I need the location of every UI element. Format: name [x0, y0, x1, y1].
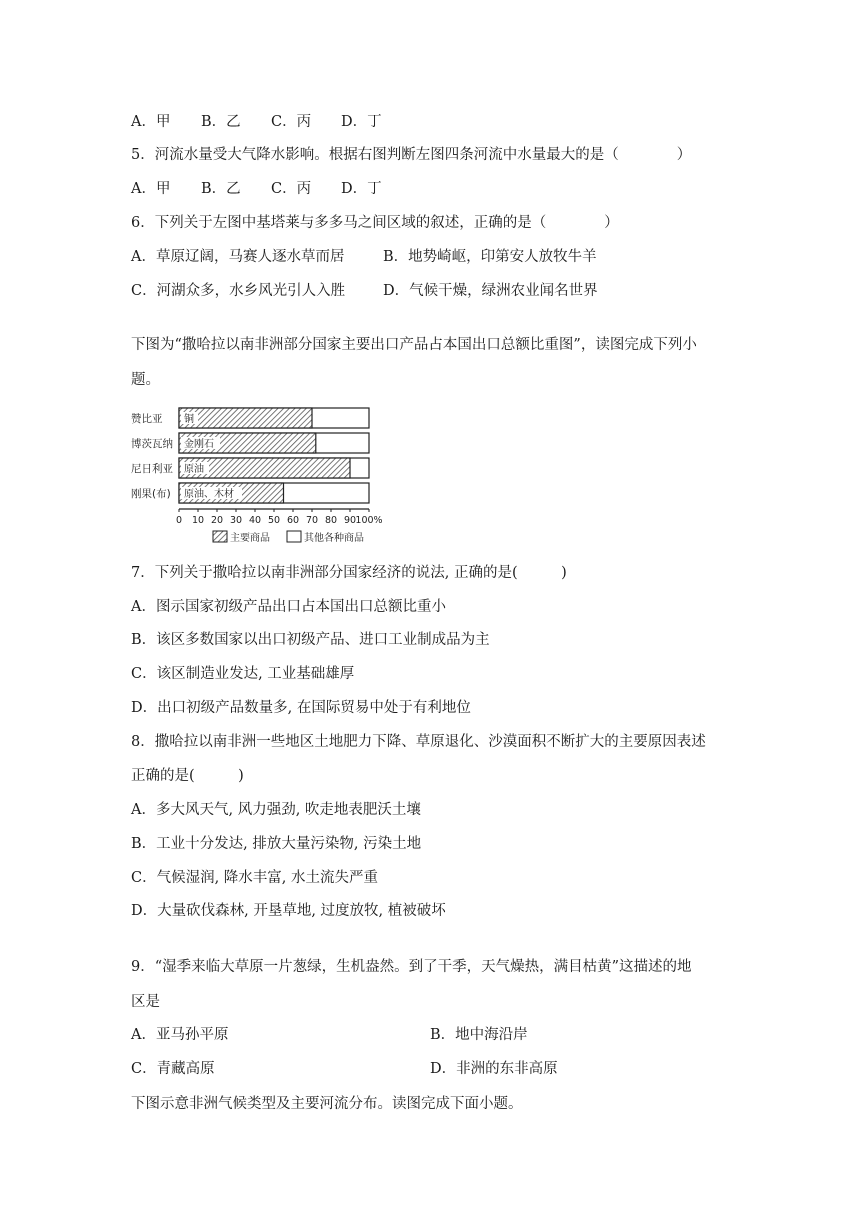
q6-option-a: A．草原辽阔，马赛人逐水草而居 [131, 249, 345, 265]
x-tick-label: 50 [267, 515, 281, 526]
x-tick-label: 10 [191, 515, 205, 526]
q6-stem: 6．下列关于左图中基塔莱与多多马之间区域的叙述，正确的是（ ） [131, 215, 619, 231]
map-intro: 下图示意非洲气候类型及主要河流分布。读图完成下面小题。 [131, 1096, 523, 1112]
x-tick-label: 0 [175, 515, 183, 526]
q9-stem-line1: 9．“湿季来临大草原一片葱绿，生机盎然。到了干季，天气燥热，满目枯黄”这描述的地 [131, 959, 692, 975]
q6-options-row1 [131, 247, 597, 267]
chart-intro-line1: 下图为“撒哈拉以南非洲部分国家主要出口产品占本国出口总额比重图”，读图完成下列小 [131, 337, 697, 353]
q6-options-row2 [131, 281, 598, 301]
q7-option-b: B．该区多数国家以出口初级产品、进口工业制成品为主 [131, 632, 490, 648]
q5-options [131, 179, 382, 199]
legend-swatch-other [287, 531, 301, 542]
x-tick-label: 20 [210, 515, 224, 526]
bar-main [179, 408, 312, 428]
q8-option-d: D．大量砍伐森林, 开垦草地, 过度放牧, 植被破坏 [131, 903, 446, 919]
q7-option-a: A．图示国家初级产品出口占本国出口总额比重小 [131, 599, 446, 615]
x-tick-label: 80 [324, 515, 338, 526]
q9-stem-line2: 区是 [131, 994, 160, 1010]
q5-option-a: A．甲 [131, 181, 171, 197]
category-label: 博茨瓦纳 [131, 438, 173, 450]
q5-option-d: D．丁 [341, 181, 382, 197]
q9-option-b: B．地中海沿岸 [430, 1027, 528, 1043]
q5-stem: 5．河流水量受大气降水影响。根据右图判断左图四条河流中水量最大的是（ ） [131, 147, 692, 163]
q8-option-b: B．工业十分发达, 排放大量污染物, 污染土地 [131, 836, 422, 852]
q9-option-c: C．青藏高原 [131, 1061, 215, 1077]
bar-main-label: 原油 [184, 464, 204, 475]
x-tick-label: 100% [355, 515, 383, 526]
q4-option-d: D．丁 [341, 114, 382, 130]
q6-option-d: D．气候干燥，绿洲农业闻名世界 [383, 283, 598, 299]
q8-option-a: A．多大风天气, 风力强劲, 吹走地表肥沃土壤 [131, 802, 421, 818]
q4-option-c: C．丙 [271, 114, 312, 130]
q9-option-a: A．亚马孙平原 [131, 1027, 229, 1043]
x-tick-label: 30 [229, 515, 243, 526]
x-tick-label: 90 [343, 515, 357, 526]
q6-option-c: C．河湖众多，水乡风光引人入胜 [131, 283, 346, 299]
q7-option-d: D．出口初级产品数量多, 在国际贸易中处于有利地位 [131, 700, 471, 716]
q5-option-b: B．乙 [201, 181, 241, 197]
q4-option-b: B．乙 [201, 114, 241, 130]
export-share-chart-svg [131, 402, 391, 552]
q4-options [131, 112, 382, 132]
export-share-chart [131, 402, 391, 552]
category-label: 赞比亚 [131, 413, 163, 425]
x-tick-label: 40 [248, 515, 262, 526]
q8-option-c: C．气候湿润, 降水丰富, 水土流失严重 [131, 870, 379, 886]
legend-swatch-main [213, 531, 227, 542]
legend-label-other: 其他各种商品 [304, 533, 364, 544]
legend-label-main: 主要商品 [230, 533, 270, 544]
q6-option-b: B．地势崎岖，印第安人放牧牛羊 [383, 249, 597, 265]
bar-main-label: 铜 [184, 414, 194, 425]
bar-main-label: 金刚石 [184, 439, 214, 450]
x-tick-label: 70 [305, 515, 319, 526]
q5-option-c: C．丙 [271, 181, 312, 197]
q8-stem-line1: 8．撒哈拉以南非洲一些地区土地肥力下降、草原退化、沙漠面积不断扩大的主要原因表述 [131, 734, 706, 750]
x-tick-label: 60 [286, 515, 300, 526]
bar-main-label: 原油、木材 [184, 489, 234, 500]
q7-option-c: C．该区制造业发达, 工业基础雄厚 [131, 666, 355, 682]
q9-option-d: D．非洲的东非高原 [430, 1061, 558, 1077]
category-label: 刚果(布) [131, 488, 171, 500]
q7-stem: 7．下列关于撒哈拉以南非洲部分国家经济的说法, 正确的是( ) [131, 565, 567, 581]
q4-option-a: A．甲 [131, 114, 171, 130]
category-label: 尼日利亚 [131, 463, 173, 475]
q8-stem-line2: 正确的是( ) [131, 768, 244, 784]
chart-intro-line2: 题。 [131, 372, 160, 388]
